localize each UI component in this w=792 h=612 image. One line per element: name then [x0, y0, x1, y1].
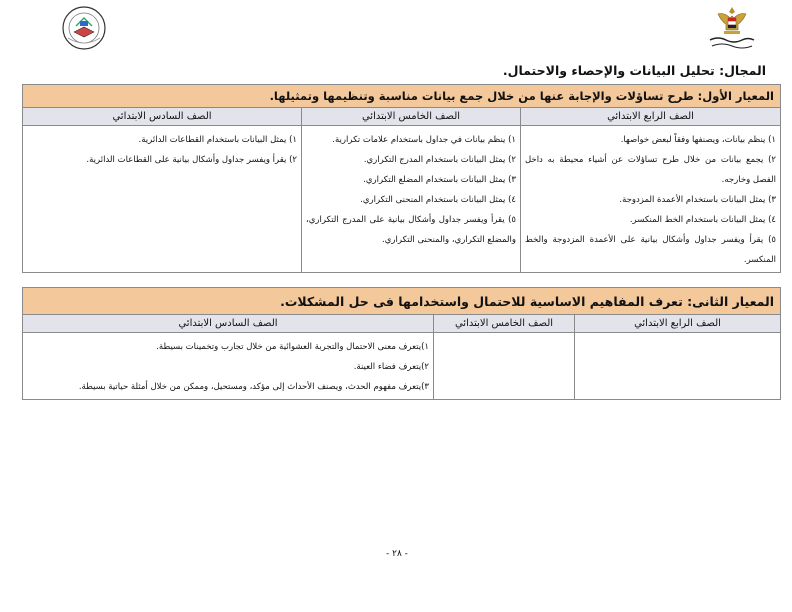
school-emblem-logo [58, 4, 110, 52]
list-item: ٣) يمثل البيانات باستخدام المضلع التكراري. [363, 175, 516, 185]
standard-2-grade5-cell [434, 333, 575, 400]
page-number: - ٢٨ - [386, 549, 408, 559]
list-item: ٥) يقرأ ويفسر جداول وأشكال بيانية على المدرج التكراري، والمضلع التكراري، والمنحنى التكراري. [306, 215, 516, 245]
standard-1-grade4-cell [521, 126, 781, 273]
standard-1-grade4-header: الصف الرابع الابتدائي [521, 108, 781, 126]
standard-1-grade6-cell [23, 126, 302, 273]
list-item: ١) يمثل البيانات باستخدام القطاعات الدائرية. [138, 135, 297, 145]
standard-1-table [22, 84, 781, 273]
standard-2-table [22, 287, 781, 400]
standard-2-grade5-header: الصف الخامس الابتدائي [434, 315, 575, 333]
school-emblem-icon [58, 4, 110, 52]
list-item: ١) ينظم بيانات، ويصنفها وفقاً لبعض خواصها. [620, 135, 776, 145]
standard-2-grade6-cell [23, 333, 434, 400]
list-item: ٤) يمثل البيانات باستخدام الخط المنكسر. [629, 215, 776, 225]
standard-1-grade5-header: الصف الخامس الابتدائي [302, 108, 521, 126]
list-item: ٣) يمثل البيانات باستخدام الأعمدة المزدوجة. [619, 195, 776, 205]
list-item: ٤) يمثل البيانات باستخدام المنحنى التكراري. [360, 195, 516, 205]
egypt-ministry-logo [704, 4, 760, 52]
list-item: ١) ينظم بيانات في جداول باستخدام علامات تكرارية. [332, 135, 516, 145]
standard-2-grade4-header: الصف الرابع الابتدائي [575, 315, 781, 333]
list-item: ٥) يقرأ ويفسر جداول وأشكال بيانية على الأعمدة المزدوجة والخط المنكسر. [525, 235, 776, 265]
list-item: ٣)يتعرف مفهوم الحدث، ويصنف الأحداث إلى مؤكد، ومستحيل، وممكن من خلال أمثلة حياتية بسيطة. [78, 382, 429, 392]
list-item: ٢)يتعرف فضاء العينة. [353, 362, 429, 372]
domain-title: المجال: تحليل البيانات والإحصاء والاحتمال. [502, 63, 766, 78]
list-item: ٢) يمثل البيانات باستخدام المدرج التكراري. [363, 155, 516, 165]
standard-1-grade6-header: الصف السادس الابتدائي [23, 108, 302, 126]
standard-1-grade5-cell [302, 126, 521, 273]
list-item: ١)يتعرف معنى الاحتمال والتجربة العشوائية من خلال تجارب وتخمينات بسيطة. [156, 342, 429, 352]
standard-2-grade6-header: الصف السادس الابتدائي [23, 315, 434, 333]
standard-2-grade4-cell [575, 333, 781, 400]
list-item: ٢) يقرأ ويفسر جداول وأشكال بيانية على القطاعات الدائرية. [86, 155, 297, 165]
egypt-eagle-emblem-icon [704, 4, 760, 52]
standard-1-title: المعيار الأول: طرح تساؤلات والإجابة عنها من خلال جمع بيانات مناسبة وتنظيمها وتمثيلها. [23, 85, 781, 108]
list-item: ٢) يجمع بيانات من خلال طرح تساؤلات عن أشياء محيطة به داخل الفصل وخارجه. [525, 155, 776, 185]
standard-2-title: المعيار الثانى: تعرف المفاهيم الاساسية للاحتمال واستخدامها فى حل المشكلات. [23, 288, 781, 315]
